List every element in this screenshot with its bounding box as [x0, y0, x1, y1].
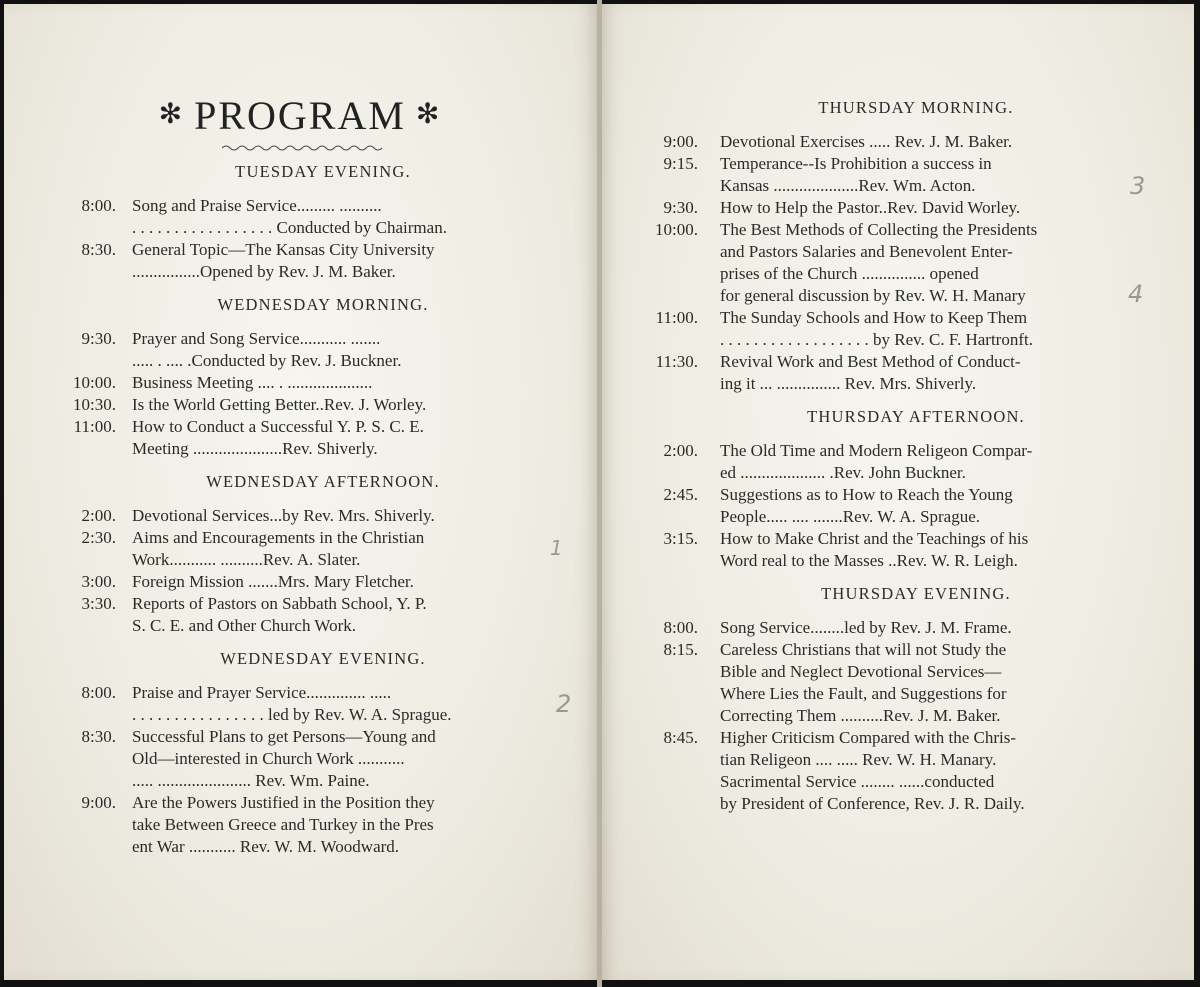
- left-program-column: [60, 160, 536, 868]
- program-item: [640, 307, 1122, 351]
- item-description: [720, 307, 1122, 351]
- item-line: Sacrimental Service ........ ......conducted: [720, 772, 995, 791]
- section-heading: THURSDAY MORNING.: [818, 98, 1014, 117]
- item-description: [720, 351, 1122, 395]
- item-time: 2:00.: [663, 441, 698, 460]
- program-item: [640, 197, 1122, 219]
- item-line: Song Service........led by Rev. J. M. Frame.: [720, 618, 1012, 637]
- item-line: Song and Praise Service......... ..........: [132, 196, 382, 215]
- item-description: [720, 617, 1122, 639]
- item-description: [720, 440, 1122, 484]
- program-section: [640, 405, 1122, 572]
- item-line: Word real to the Masses ..Rev. W. R. Leigh.: [720, 551, 1018, 570]
- item-line: tian Religeon .... ..... Rev. W. H. Manary.: [720, 750, 997, 769]
- item-time: 2:30.: [81, 528, 116, 547]
- item-description: [720, 153, 1122, 197]
- program-title: [130, 92, 470, 139]
- item-line: . . . . . . . . . . . . . . . . . . by Rev. C. F. Hartronft.: [720, 330, 1033, 349]
- item-description: [720, 131, 1122, 153]
- item-description: [132, 394, 536, 416]
- item-time: 10:00.: [655, 220, 698, 239]
- right-program-column: [640, 96, 1122, 825]
- pencil-mark: 2: [556, 690, 572, 718]
- item-line: How to Conduct a Successful Y. P. S. C. E.: [132, 417, 424, 436]
- item-line: Meeting .....................Rev. Shiverly.: [132, 439, 378, 458]
- item-line: Is the World Getting Better..Rev. J. Worley.: [132, 395, 427, 414]
- item-line: Where Lies the Fault, and Suggestions for: [720, 684, 1007, 703]
- program-item: [60, 682, 536, 726]
- item-line: Successful Plans to get Persons—Young and: [132, 727, 436, 746]
- item-line: The Old Time and Modern Religeon Compar-: [720, 441, 1033, 460]
- item-line: Prayer and Song Service........... .......: [132, 329, 381, 348]
- program-section: [640, 582, 1122, 815]
- program-item: [640, 153, 1122, 197]
- program-section: [640, 96, 1122, 395]
- item-time: 2:00.: [81, 506, 116, 525]
- item-time: 11:00.: [73, 417, 116, 436]
- item-line: People..... .... .......Rev. W. A. Sprague.: [720, 507, 981, 526]
- item-line: General Topic—The Kansas City University: [132, 240, 435, 259]
- page-gutter: [597, 0, 602, 987]
- program-item: [640, 440, 1122, 484]
- program-item: [60, 527, 536, 571]
- section-heading: WEDNESDAY AFTERNOON.: [206, 472, 440, 491]
- item-line: How to Make Christ and the Teachings of his: [720, 529, 1029, 548]
- item-description: [132, 726, 536, 792]
- item-line: prises of the Church ............... opened: [720, 264, 979, 283]
- item-line: Foreign Mission .......Mrs. Mary Fletcher.: [132, 572, 414, 591]
- item-line: Old—interested in Church Work ...........: [132, 749, 405, 768]
- item-description: [132, 792, 536, 858]
- item-description: [720, 528, 1122, 572]
- pencil-mark: 4: [1128, 280, 1144, 308]
- item-time: 9:00.: [81, 793, 116, 812]
- program-item: [60, 195, 536, 239]
- program-section: [60, 160, 536, 283]
- program-item: [640, 484, 1122, 528]
- item-line: Reports of Pastors on Sabbath School, Y. P.: [132, 594, 427, 613]
- item-description: [720, 219, 1122, 307]
- item-line: Correcting Them ..........Rev. J. M. Baker.: [720, 706, 1001, 725]
- item-time: 8:30.: [81, 240, 116, 259]
- section-heading: TUESDAY EVENING.: [235, 162, 411, 181]
- program-item: [60, 328, 536, 372]
- section-heading: WEDNESDAY EVENING.: [220, 649, 426, 668]
- program-item: [60, 792, 536, 858]
- item-description: [132, 372, 536, 394]
- item-line: Business Meeting .... . ....................: [132, 373, 373, 392]
- item-line: Kansas ....................Rev. Wm. Acton.: [720, 176, 976, 195]
- program-item: [60, 593, 536, 637]
- item-description: [132, 239, 536, 283]
- item-line: The Best Methods of Collecting the Presidents: [720, 220, 1038, 239]
- item-description: [132, 195, 536, 239]
- item-time: 8:30.: [81, 727, 116, 746]
- item-time: 8:00.: [81, 196, 116, 215]
- item-line: ent War ........... Rev. W. M. Woodward.: [132, 837, 400, 856]
- item-line: take Between Greece and Turkey in the Pres: [132, 815, 434, 834]
- item-time: 3:30.: [81, 594, 116, 613]
- item-time: 8:15.: [663, 640, 698, 659]
- item-description: [132, 527, 536, 571]
- program-section: [60, 647, 536, 858]
- program-item: [640, 617, 1122, 639]
- program-item: [60, 239, 536, 283]
- item-time: 8:45.: [663, 728, 698, 747]
- item-line: ed .................... .Rev. John Buckner.: [720, 463, 966, 482]
- asterisk-ornament-icon: ✻: [415, 99, 442, 130]
- item-line: and Pastors Salaries and Benevolent Enter-: [720, 242, 1013, 261]
- item-line: . . . . . . . . . . . . . . . . . Conducted by Chairman.: [132, 218, 447, 237]
- item-line: by President of Conference, Rev. J. R. Daily.: [720, 794, 1025, 813]
- section-heading: WEDNESDAY MORNING.: [217, 295, 429, 314]
- item-line: ..... ...................... Rev. Wm. Paine.: [132, 771, 370, 790]
- asterisk-ornament-icon: ✻: [158, 99, 185, 130]
- item-time: 8:00.: [663, 618, 698, 637]
- item-line: ing it ... ............... Rev. Mrs. Shiverly.: [720, 374, 977, 393]
- item-line: ..... . .... .Conducted by Rev. J. Buckner.: [132, 351, 402, 370]
- item-line: . . . . . . . . . . . . . . . . led by Rev. W. A. Sprague.: [132, 705, 452, 724]
- program-item: [60, 372, 536, 394]
- program-section: [60, 470, 536, 637]
- program-item: [60, 505, 536, 527]
- program-item: [60, 394, 536, 416]
- item-description: [720, 484, 1122, 528]
- program-item: [640, 219, 1122, 307]
- program-section: [60, 293, 536, 460]
- wavy-rule: [222, 144, 382, 152]
- item-line: How to Help the Pastor..Rev. David Worley.: [720, 198, 1021, 217]
- item-line: Are the Powers Justified in the Position they: [132, 793, 435, 812]
- item-time: 11:00.: [655, 308, 698, 327]
- item-line: Bible and Neglect Devotional Services—: [720, 662, 1002, 681]
- program-item: [640, 727, 1122, 815]
- item-line: for general discussion by Rev. W. H. Manary: [720, 286, 1026, 305]
- item-description: [720, 639, 1122, 727]
- item-description: [720, 727, 1122, 815]
- section-heading: THURSDAY EVENING.: [821, 584, 1011, 603]
- item-line: Suggestions as to How to Reach the Young: [720, 485, 1013, 504]
- item-line: Careless Christians that will not Study the: [720, 640, 1007, 659]
- program-item: [640, 528, 1122, 572]
- item-time: 8:00.: [81, 683, 116, 702]
- program-item: [640, 131, 1122, 153]
- program-item: [640, 351, 1122, 395]
- item-description: [132, 505, 536, 527]
- pencil-mark: 3: [1130, 172, 1146, 200]
- item-description: [132, 682, 536, 726]
- item-description: [132, 571, 536, 593]
- item-line: Temperance--Is Prohibition a success in: [720, 154, 992, 173]
- item-line: Work........... ..........Rev. A. Slater.: [132, 550, 361, 569]
- item-line: Aims and Encouragements in the Christian: [132, 528, 425, 547]
- item-description: [132, 328, 536, 372]
- item-line: Devotional Exercises ..... Rev. J. M. Baker.: [720, 132, 1013, 151]
- item-line: S. C. E. and Other Church Work.: [132, 616, 357, 635]
- item-description: [132, 416, 536, 460]
- item-line: ................Opened by Rev. J. M. Baker.: [132, 262, 396, 281]
- program-item: [60, 726, 536, 792]
- item-line: Higher Criticism Compared with the Chris-: [720, 728, 1017, 747]
- pencil-mark: 1: [550, 536, 563, 560]
- item-time: 11:30.: [655, 352, 698, 371]
- item-time: 2:45.: [663, 485, 698, 504]
- item-line: Devotional Services...by Rev. Mrs. Shiverly.: [132, 506, 435, 525]
- item-line: Revival Work and Best Method of Conduct-: [720, 352, 1021, 371]
- item-line: Praise and Prayer Service.............. .....: [132, 683, 392, 702]
- item-description: [720, 197, 1122, 219]
- item-time: 9:30.: [663, 198, 698, 217]
- item-time: 9:30.: [81, 329, 116, 348]
- title-text: PROGRAM: [194, 93, 406, 138]
- program-item: [640, 639, 1122, 727]
- program-item: [60, 416, 536, 460]
- item-time: 9:00.: [663, 132, 698, 151]
- item-time: 10:30.: [73, 395, 116, 414]
- program-item: [60, 571, 536, 593]
- item-description: [132, 593, 536, 637]
- item-time: 9:15.: [663, 154, 698, 173]
- item-time: 10:00.: [73, 373, 116, 392]
- section-heading: THURSDAY AFTERNOON.: [807, 407, 1025, 426]
- item-time: 3:00.: [81, 572, 116, 591]
- item-line: The Sunday Schools and How to Keep Them: [720, 308, 1028, 327]
- item-time: 3:15.: [663, 529, 698, 548]
